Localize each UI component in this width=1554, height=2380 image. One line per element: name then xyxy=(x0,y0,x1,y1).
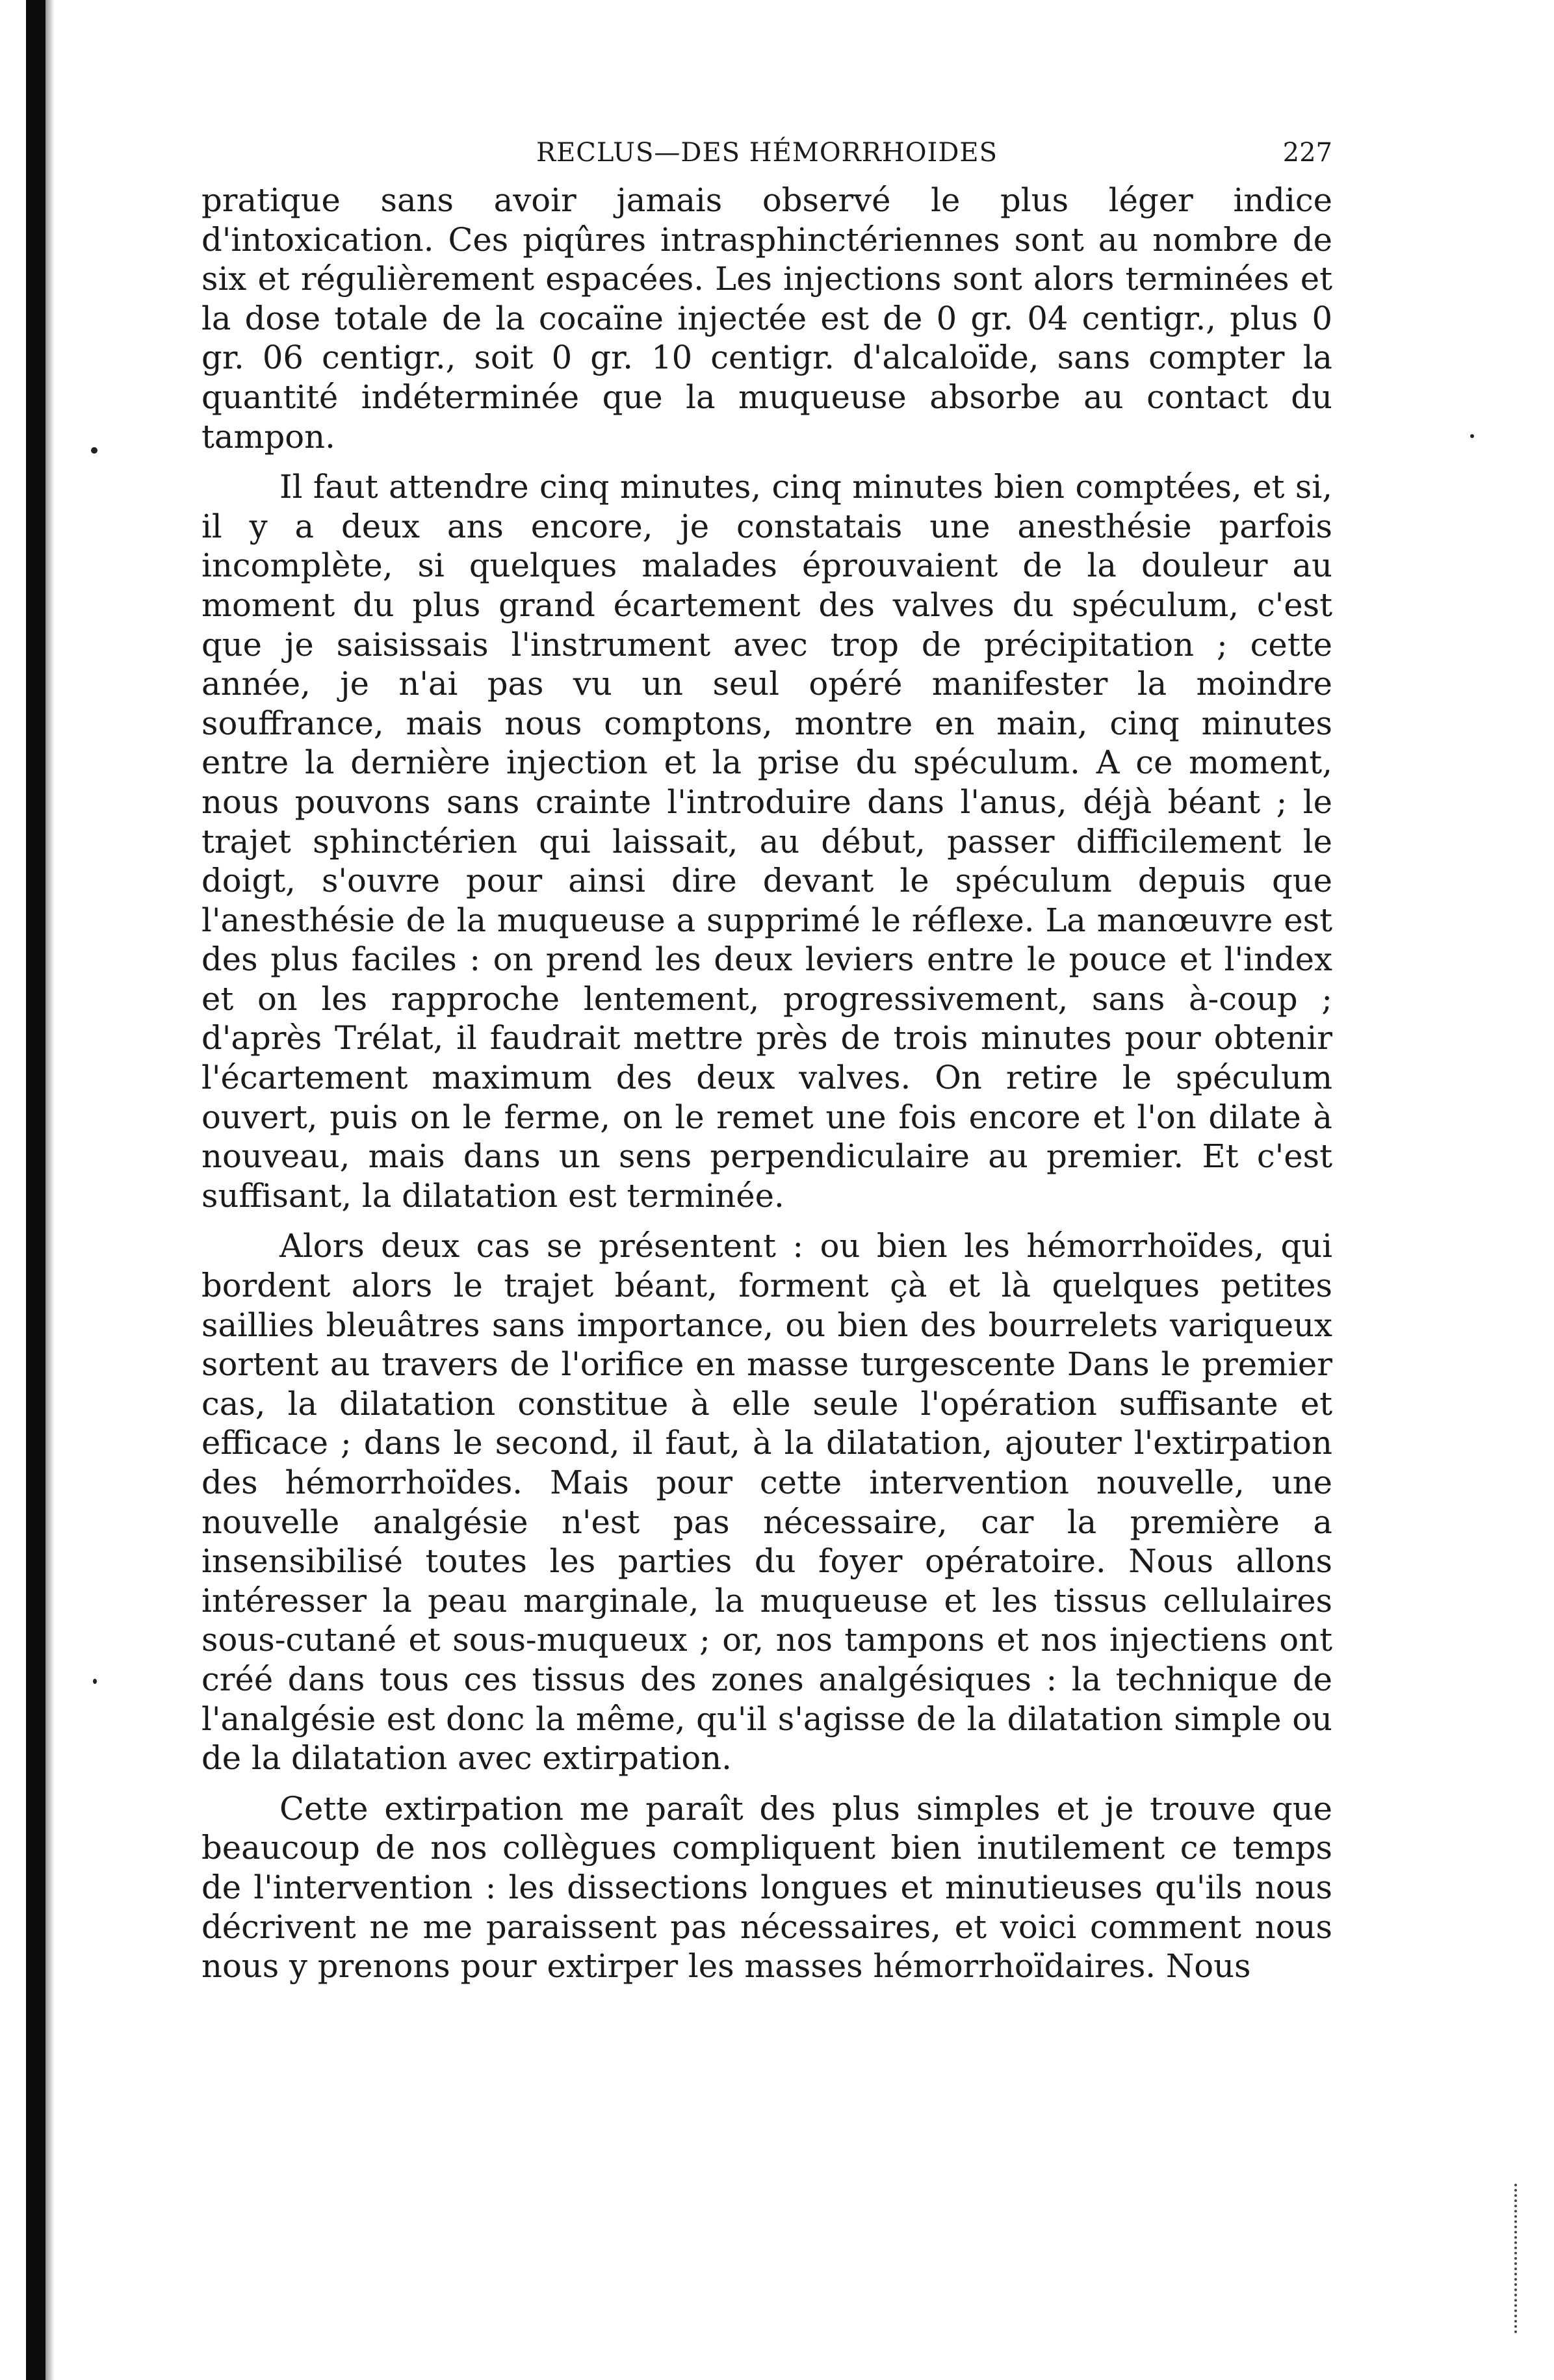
body-text xyxy=(201,181,1332,1997)
scan-edge-marks xyxy=(1514,2184,1523,2333)
scan-speck xyxy=(91,447,97,454)
running-head: RECLUS—DES HÉMORRHOIDES xyxy=(536,138,998,168)
page-binding-edge xyxy=(26,0,45,2380)
paragraph-3: Alors deux cas se présentent : ou bien les hémorrhoïdes, qui bordent alors le trajet béant, forment çà et là quelques petites saillies bleuâtres sans importance, ou bien des bourrelets variqueux sortent au travers de l'orifice en masse turgescente Dans le premier cas, la dilatation constitue à elle seule l'opération suffisante et efficace ; dans le second, il faut, à la dilatation, ajouter l'extirpation des hémorrhoïdes. Mais pour cette intervention nouvelle, une nouvelle analgésie n'est pas nécessaire, car la première a insensibilisé toutes les parties du foyer opératoire. Nous allons intéresser la peau marginale, la muqueuse et les tissus cellulaires sous-cutané et sous-muqueux ; or, nos tampons et nos injectiens ont créé dans tous ces tissus des zones analgésiques : la technique de l'analgésie est donc la même, qu'il s'agisse de la dilatation simple ou de la dilatation avec extirpation. xyxy=(201,1227,1332,1778)
page-binding-shadow xyxy=(45,0,55,2380)
page-number: 227 xyxy=(1282,138,1332,168)
paragraph-4: Cette extirpation me paraît des plus simples et je trouve que beaucoup de nos collègues compliquent bien inutilement ce temps de l'intervention : les dissections longues et minutieuses qu'ils nous décrivent ne me paraissent pas nécessaires, et voici comment nous nous y prenons pour extirper les masses hémorrhoïdaires. Nous xyxy=(201,1789,1332,1985)
page-header xyxy=(201,133,1332,172)
paragraph-2: Il faut attendre cinq minutes, cinq minutes bien comptées, et si, il y a deux ans encore, je constatais une anesthésie parfois incomplète, si quelques malades éprouvaient de la douleur au moment du plus grand écartement des valves du spéculum, c'est que je saisissais l'instrument avec trop de précipitation ; cette année, je n'ai pas vu un seul opéré manifester la moindre souffrance, mais nous comptons, montre en main, cinq minutes entre la dernière injection et la prise du spéculum. A ce moment, nous pouvons sans crainte l'introduire dans l'anus, déjà béant ; le trajet sphinctérien qui laissait, au début, passer difficilement le doigt, s'ouvre pour ainsi dire devant le spéculum depuis que l'anesthésie de la muqueuse a supprimé le réflexe. La manœuvre est des plus faciles : on prend les deux leviers entre le pouce et l'index et on les rapproche lentement, progressivement, sans à-coup ; d'après Trélat, il faudrait mettre près de trois minutes pour obtenir l'écartement maximum des deux valves. On retire le spéculum ouvert, puis on le ferme, on le remet une fois encore et l'on dilate à nouveau, mais dans un sens perpendiculaire au premier. Et c'est suffisant, la dilatation est terminée. xyxy=(201,468,1332,1215)
scan-speck xyxy=(1470,434,1474,438)
paragraph-1: pratique sans avoir jamais observé le plus léger indice d'intoxication. Ces piqûres intrasphinctériennes sont au nombre de six et régulièrement espacées. Les injections sont alors terminées et la dose totale de la cocaïne injectée est de 0 gr. 04 centigr., plus 0 gr. 06 centigr., soit 0 gr. 10 centigr. d'alcaloïde, sans compter la quantité indéterminée que la muqueuse absorbe au contact du tampon. xyxy=(201,181,1332,456)
scan-speck xyxy=(93,1679,97,1684)
